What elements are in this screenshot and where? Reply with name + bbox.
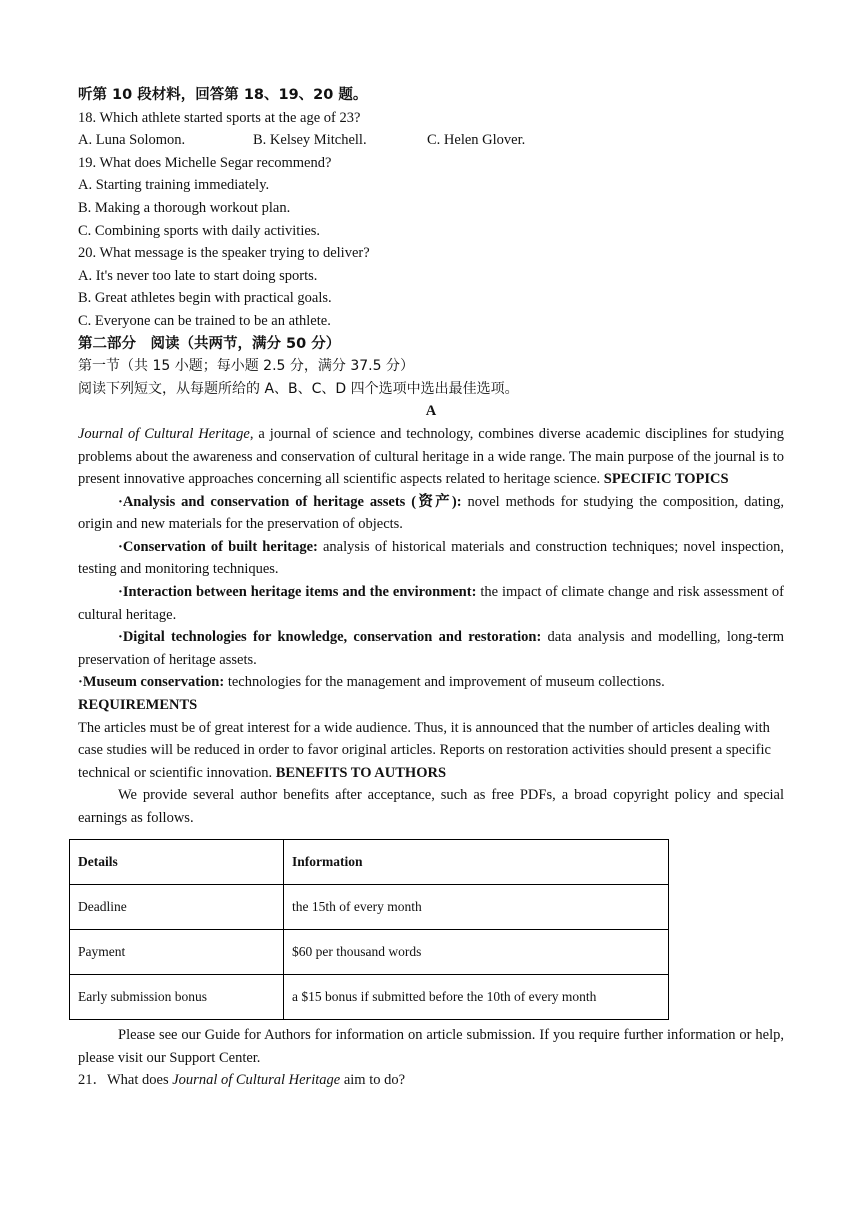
- question-19: 19. What does Michelle Segar recommend?: [78, 154, 332, 171]
- benefits-table: [69, 839, 669, 1020]
- table-cell: $60 per thousand words: [284, 930, 669, 975]
- table-cell: Deadline: [70, 885, 284, 930]
- table-cell: Early submission bonus: [70, 975, 284, 1020]
- option-b: B. Great athletes begin with practical goals.: [78, 290, 332, 307]
- listening-heading: 听第 10 段材料，回答第 18、19、20 题。: [78, 87, 368, 103]
- option-c: C. Everyone can be trained to be an athlete.: [78, 312, 331, 329]
- question-18: 18. Which athlete started sports at the age of 23?: [78, 109, 361, 126]
- journal-name: Journal of Cultural Heritage: [172, 1072, 341, 1089]
- option-a: A. It's never too late to start doing sports.: [78, 267, 318, 284]
- option-c: C. Combining sports with daily activities.: [78, 222, 321, 239]
- passage-letter: A: [425, 403, 437, 420]
- question-21: 21．What does Journal of Cultural Heritage aim to do?: [78, 1072, 406, 1089]
- option-c: C. Helen Glover.: [427, 132, 526, 149]
- topics-heading: SPECIFIC TOPICS: [603, 471, 729, 488]
- table-cell: the 15th of every month: [284, 885, 669, 930]
- table-header-row: [70, 840, 669, 885]
- topic-1: ·Analysis and conservation of heritage assets (资产): novel methods for studying the composition, dating, origin and new materials for the preservation of objects.: [78, 493, 784, 533]
- closing-paragraph: Please see our Guide for Authors for information on article submission. If you require further information or help, please visit our Support Center.: [78, 1027, 784, 1066]
- benefits-paragraph: We provide several author benefits after acceptance, such as free PDFs, a broad copyright policy and special earnings as follows.: [78, 787, 784, 826]
- closing-section: [78, 1024, 784, 1092]
- table-cell: a $15 bonus if submitted before the 10th of every month: [284, 975, 669, 1020]
- reading-instruction: 阅读下列短文，从每题所给的 A、B、C、D 四个选项中选出最佳选项。: [78, 380, 519, 397]
- table-row: [70, 975, 669, 1020]
- requirements-heading: REQUIREMENTS: [78, 697, 198, 714]
- part-two-title: 第二部分 阅读（共两节，满分 50 分）: [78, 335, 341, 352]
- table-header-cell: Information: [284, 840, 669, 885]
- journal-name: Journal of Cultural Heritage: [78, 425, 250, 442]
- topic-4: ·Digital technologies for knowledge, conservation and restoration: data analysis and modelling, long-term preservation of heritage assets.: [78, 629, 784, 668]
- table-cell: Payment: [70, 930, 284, 975]
- question-20: 20. What message is the speaker trying to deliver?: [78, 245, 370, 262]
- option-a: A. Starting training immediately.: [78, 177, 270, 194]
- table-row: [70, 930, 669, 975]
- option-b: B. Making a thorough workout plan.: [78, 199, 291, 216]
- question-18-options: [78, 129, 784, 152]
- option-a: A. Luna Solomon.: [78, 132, 186, 149]
- section-one-title: 第一节（共 15 小题；每小题 2.5 分，满分 37.5 分）: [78, 358, 414, 375]
- topic-2: ·Conservation of built heritage: analysis of historical materials and construction techniques; novel inspection, testing and monitoring techniques.: [78, 538, 785, 578]
- table-row: [70, 885, 669, 930]
- document-body: [78, 84, 784, 830]
- benefits-heading: BENEFITS TO AUTHORS: [275, 764, 447, 781]
- topic-5: ·Museum conservation: technologies for the management and improvement of museum collections.: [78, 674, 665, 691]
- requirements-paragraph: The articles must be of great interest for a wide audience. Thus, it is announced that the number of articles dealing with case studies will be reduced in order to favor original articles. Reports on restoration activities should present a specific technical or scientific innovation. BENEFITS TO AUTHORS: [78, 719, 771, 781]
- option-b: B. Kelsey Mitchell.: [253, 132, 367, 149]
- intro-paragraph: Journal of Cultural Heritage, a journal of science and technology, combines diverse academic disciplines for studying problems about the awareness and conservation of cultural heritage in a wide range. The main purpose of the journal is to present innovative approaches concerning all scientific aspects related to heritage science. SPECIFIC TOPICS: [78, 425, 784, 488]
- table-header-cell: Details: [70, 840, 284, 885]
- topic-3: ·Interaction between heritage items and the environment: the impact of climate change and risk assessment of cultural heritage.: [78, 584, 784, 623]
